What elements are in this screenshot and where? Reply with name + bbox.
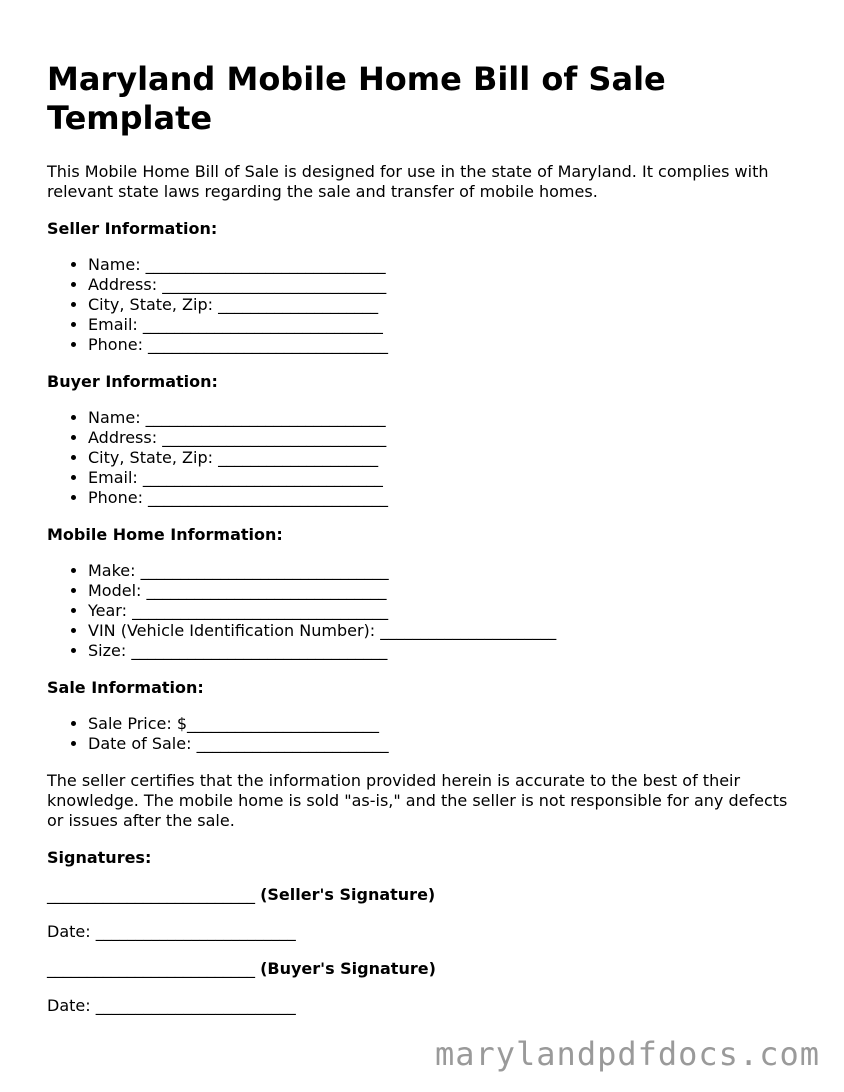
buyer-name-item: • Name: ______________________________ (88, 408, 807, 428)
intro-paragraph: This Mobile Home Bill of Sale is designed for use in the state of Maryland. It complies with relevant state laws regarding the sale and transfer of mobile homes. (47, 162, 769, 201)
mobile-home-list (47, 561, 807, 661)
buyer-signature-row (47, 958, 807, 979)
certification-paragraph: The seller certifies that the information provided herein is accurate to the best of their knowledge. The mobile home is sold "as-is," and the seller is not responsible for any defects or issues after the sale. (47, 771, 788, 830)
buyer-phone-item: • Phone: ______________________________ (88, 488, 807, 508)
model-item: • Model: ______________________________ (88, 581, 807, 601)
page-title: Maryland Mobile Home Bill of Sale Template (47, 60, 666, 137)
seller-signature-label: (Seller's Signature) (260, 885, 436, 904)
seller-heading: Seller Information: (47, 219, 218, 238)
seller-name-item: • Name: ______________________________ (88, 255, 807, 275)
document-page (47, 60, 807, 1016)
seller-address-item: • Address: ____________________________ (88, 275, 807, 295)
buyer-heading: Buyer Information: (47, 372, 218, 391)
vin-item: • VIN (Vehicle Identification Number): ______________________ (88, 621, 807, 641)
seller-list (47, 255, 807, 355)
seller-date-line: Date: _________________________ (47, 922, 296, 941)
buyer-email-item: • Email: ______________________________ (88, 468, 807, 488)
signatures-heading: Signatures: (47, 848, 152, 867)
buyer-date-line: Date: _________________________ (47, 996, 296, 1015)
watermark: marylandpdfdocs.com (434, 1035, 820, 1073)
mobile-home-heading: Mobile Home Information: (47, 525, 283, 544)
size-item: • Size: ________________________________ (88, 641, 807, 661)
seller-email-item: • Email: ______________________________ (88, 315, 807, 335)
sale-date-item: • Date of Sale: ________________________ (88, 734, 807, 754)
buyer-signature-label: (Buyer's Signature) (260, 959, 436, 978)
sale-heading: Sale Information: (47, 678, 204, 697)
year-item: • Year: ________________________________ (88, 601, 807, 621)
buyer-list (47, 408, 807, 508)
seller-signature-row (47, 884, 807, 905)
seller-city-item: • City, State, Zip: ____________________ (88, 295, 807, 315)
buyer-city-item: • City, State, Zip: ____________________ (88, 448, 807, 468)
seller-signature-blank: __________________________ (47, 885, 255, 904)
buyer-address-item: • Address: ____________________________ (88, 428, 807, 448)
seller-phone-item: • Phone: ______________________________ (88, 335, 807, 355)
make-item: • Make: _______________________________ (88, 561, 807, 581)
sale-price-item: • Sale Price: $________________________ (88, 714, 807, 734)
buyer-signature-blank: __________________________ (47, 959, 255, 978)
sale-list (47, 714, 807, 754)
